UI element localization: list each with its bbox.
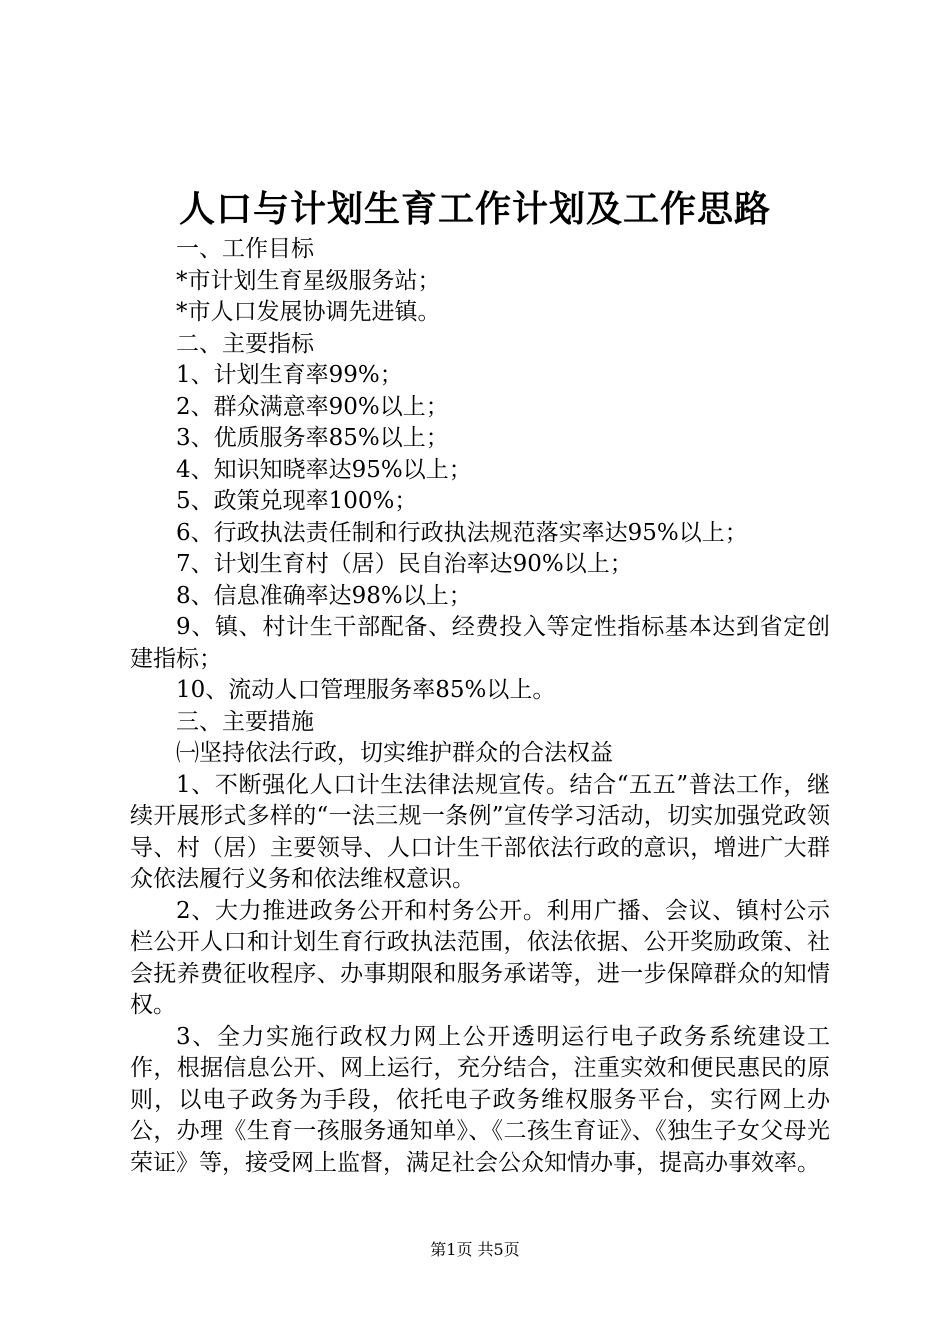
indicator-item: 8、信息准确率达98%以上；: [176, 582, 472, 609]
indicator-item: 7、计划生育村（居）民自治率达90%以上；: [176, 551, 633, 577]
goal-item: *市计划生育星级服务站；: [176, 267, 441, 294]
body-paragraph: 3、全力实施行政权力网上公开透明运行电子政务系统建设工作，根据信息公开、网上运行，充分结合，注重实效和便民惠民的原则，以电子政务为手段，依托电子政务维权服务平台，实行网上办公，办理《生育一孩服务通知单》、《二孩生育证》、《独生子女父母光荣证》等，接受网上监督，满足社会公众知情办事，提高办事效率。: [130, 1023, 830, 1176]
indicator-item: 3、优质服务率85%以上；: [176, 425, 449, 451]
indicator-item: 4、知识知晓率达95%以上；: [176, 456, 472, 483]
subsection-heading: ㈠坚持依法行政，切实维护群众的合法权益: [176, 740, 613, 766]
document-title: 人口与计划生育工作计划及工作思路: [178, 188, 771, 230]
indicator-item: 5、政策兑现率100%；: [176, 488, 418, 514]
body-paragraph: 1、不断强化人口计生法律法规宣传。结合“五五”普法工作，继续开展形式多样的“一法三规一条例”宣传学习活动，切实加强党政领导、村（居）主要领导、人口计生干部依法行政的意识，增进广大群众依法履行义务和依法维权意识。: [130, 771, 830, 892]
indicator-item: 6、行政执法责任制和行政执法规范落实率达95%以上；: [176, 519, 748, 546]
section-heading-goals: 一、工作目标: [176, 236, 314, 262]
indicator-item: 10、流动人口管理服务率85%以上。: [176, 677, 556, 703]
indicator-item: 9、镇、村计生干部配备、经费投入等定性指标基本达到省定创建指标；: [130, 614, 830, 672]
indicator-item: 1、计划生育率99%；: [176, 362, 403, 388]
goal-item: *市人口发展协调先进镇。: [176, 299, 441, 325]
body-paragraph: 2、大力推进政务公开和村务公开。利用广播、会议、镇村公示栏公开人口和计划生育行政执法范围，依法依据、公开奖励政策、社会抚养费征收程序、办事期限和服务承诺等，进一步保障群众的知情权。: [130, 897, 830, 1018]
indicator-item: 2、群众满意率90%以上；: [176, 393, 449, 420]
section-heading-indicators: 二、主要指标: [176, 330, 314, 357]
page-footer: 第1页 共5页: [430, 1240, 520, 1259]
section-heading-measures: 三、主要措施: [176, 708, 314, 735]
document-body: [130, 234, 830, 1179]
